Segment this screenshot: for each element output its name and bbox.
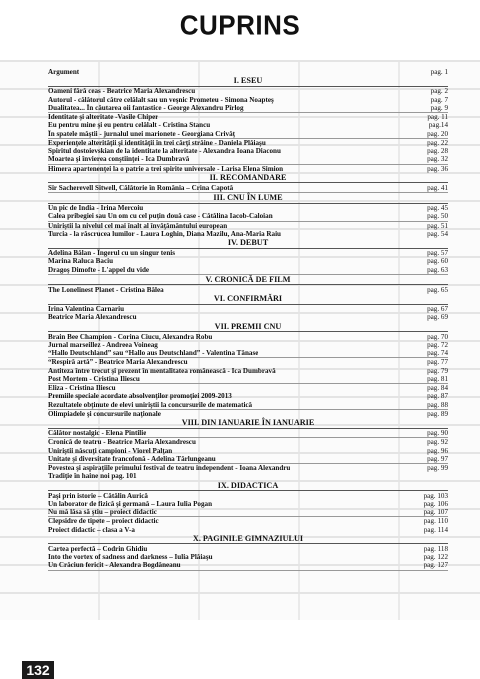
toc-entry-page: pag. 54 [427,229,448,238]
toc-entry-title: Into the vortex of sadness and darkness – Iulia Plăiaşu [48,553,213,561]
toc-entry-page: pag. 110 [423,517,448,526]
toc-entry [48,472,448,480]
toc-entry-title: Brain Bee Champion - Corina Ciucu, Alexandra Robu [48,332,213,341]
toc-entry-page: pag. 1 [430,68,448,76]
toc-entry-title: Argument [48,68,80,76]
toc-entry-page: pag. 87 [427,392,448,401]
section-heading: IV. DEBUT [48,238,448,249]
toc-entry-title: Un pic de India - Irina Mercoiu [48,204,144,212]
page-number-badge: 132 [22,661,54,679]
toc-entry [48,130,448,139]
toc-entry [48,464,448,472]
toc-entry-page: pag. 11 [427,113,448,121]
toc-entry [48,333,448,341]
toc-entry [48,230,448,238]
toc-entry-title: Un Crăciun fericit - Alexandra Bogdăneanu [48,561,181,570]
toc-entry-page: pag. 32 [427,155,448,164]
toc-entry-page: pag. 9 [430,103,448,112]
toc-entry-page: pag. 45 [427,204,448,212]
toc-entry [48,96,448,104]
toc-entry-title: Călător nostalgic - Elena Pintilie [48,429,147,437]
toc-entry [48,121,448,129]
toc-entry-title: Himera apartenenţei la o patrie a trei spirite universale - Larisa Elena Simion [48,164,284,173]
toc-entry-title: Moartea şi învierea conştiinţei - Ica Dumbravă [48,155,190,164]
toc-entry-title: “Hallo Deutschland” sau “Hallo aus Deutschland” - Valentina Tănase [48,349,259,357]
toc-entry-title: Paşi prin istorie – Cătălin Aurică [48,491,148,500]
toc-entry-title: The Lonelinest Planet - Cristina Bălea [48,285,164,294]
section-heading: VI. CONFIRMĂRI [48,294,448,305]
toc-entry-page: pag. 70 [427,332,448,341]
toc-entry-title: Dualitatea... În căutarea oii fantastice - George Alexandru Pîrlog [48,103,244,112]
toc-entry-page: pag. 118 [423,544,448,553]
toc-entry [48,222,448,230]
toc-entry-title: Uniriştii născuţi campioni - Viorel Palţan [48,446,173,455]
toc-entry-page: pag. 97 [427,454,448,463]
toc-entry [48,139,448,147]
toc-entry-title: Identitate şi alteritate -Vasile Chiper [48,113,159,121]
toc-entry [48,500,448,508]
toc-entry-title: Calea pribegiei sau Un om cu cel puţin două case - Cătălina Iacob-Caloian [48,212,273,221]
toc-entry-page: pag. 69 [427,313,448,322]
toc-entry [48,553,448,561]
toc-entry [48,113,448,121]
toc-entry-title: Rezultatele obţinute de elevi uniriştii la concursurile de matematică [48,400,253,409]
toc-entry-title: Eliza - Cristina Iliescu [48,384,116,392]
toc-entry-page: pag. 92 [427,438,448,447]
toc-entry [48,286,448,294]
toc-entry-page: pag. 81 [427,374,448,383]
toc-entry-page: pag. 65 [427,285,448,294]
toc-entry [48,341,448,349]
toc-entry-title: Dragoş Dimofte - L'appel du vide [48,265,150,274]
toc-entry [48,447,448,455]
toc-entry [48,375,448,384]
toc-entry [48,384,448,392]
toc-entry-page: pag. 107 [423,508,448,516]
toc-entry-title: Proiect didactic – clasa a V-a [48,525,135,534]
toc-entry-title: Post Mortem - Cristina Iliescu [48,374,140,383]
toc-entry [48,410,448,418]
toc-entry-title: Oameni fără ceas - Beatrice Maria Alexandrescu [48,87,196,96]
toc-entry-title: Un laborator de fizică şi germană – Laura Iulia Pogan [48,499,213,508]
section-heading: III. CNU ÎN LUME [48,193,448,204]
toc-entry-title: Nu mă lăsa să ştiu – proiect didactic [48,508,157,516]
toc-entry-page: pag. 89 [427,409,448,418]
table-of-contents [48,68,448,571]
toc-entry-page: pag. 114 [423,525,448,534]
toc-entry-page: pag.14 [428,121,448,130]
toc-entry [48,517,448,525]
toc-entry-page: pag. 57 [427,249,448,257]
toc-entry [48,249,448,257]
toc-entry-page: pag. 67 [427,305,448,313]
toc-entry-title: Cartea perfectă – Codrin Ghidiu [48,544,148,553]
toc-entry-page: pag. 22 [427,138,448,147]
toc-entry-title: Olimpiadele şi concursurile naţionale [48,409,161,418]
toc-entry [48,204,448,212]
section-heading: I. ESEU [48,76,448,87]
toc-entry-title: Eu pentru mine şi eu pentru celălalt - Cristina Stancu [48,121,211,130]
toc-entry [48,147,448,155]
toc-entry-title: Turcia - la răscrucea lumilor - Laura Loghin, Diana Mazilu, Ana-Maria Raiu [48,229,281,238]
section-heading: X. PAGINILE GIMNAZIULUI [48,534,448,545]
toc-entry-page: pag. 72 [427,340,448,349]
section-heading: II. RECOMANDARE [48,173,448,184]
toc-entry-page: pag. 96 [427,446,448,455]
toc-entry [48,545,448,553]
toc-entry-title: Uniriştii la nivelul cel mai înalt al învăţământului european [48,221,228,230]
toc-entry [48,492,448,500]
toc-entry [48,438,448,446]
toc-entry-title: Jurnal marseillez - Andreea Voineag [48,340,158,349]
section-heading: V. CRONICĂ DE FILM [48,275,448,286]
toc-entry-page: pag. 122 [423,553,448,561]
toc-entry-page: pag. 103 [423,491,448,500]
toc-entry-page: pag. 79 [427,366,448,375]
toc-entry-title: Spiritul dostoievskian de la identitate la alteritate - Alexandra Ioana Diaconu [48,147,281,155]
toc-entry-page: pag. 106 [423,499,448,508]
toc-entry [48,68,448,76]
toc-entry [48,358,448,366]
toc-entry [48,184,448,193]
toc-entry-page: pag. 127 [423,561,448,570]
toc-entry [48,313,448,321]
toc-entry-page: pag. 41 [427,183,448,192]
toc-entry-title: “Respiră artă” - Beatrice Maria Alexandrescu [48,358,188,367]
toc-entry [48,508,448,517]
toc-entry-title: Beatrice Maria Alexandrescu [48,313,137,322]
toc-entry [48,305,448,313]
toc-entry-title: Clepsidre de tipete – proiect didactic [48,517,159,526]
toc-entry [48,87,448,95]
toc-entry-title: Unitate şi diversitate francofonă - Adelina Târlungeanu [48,454,216,463]
toc-entry-page: pag. 63 [427,265,448,274]
section-heading: VIII. DIN IANUARIE ÎN IANUARIE [48,418,448,429]
toc-entry [48,349,448,358]
toc-entry [48,212,448,221]
toc-entry-title: În spatele măştii - jurnalul unei marionete - Georgiana Crivăţ [48,129,235,138]
toc-entry [48,165,448,173]
toc-entry-title: Premiile speciale acordate absolvenţilor promoţiei 2009-2013 [48,392,232,401]
toc-entry [48,367,448,375]
toc-entry-title: Povestea şi aspiraţiile primului festival de teatru independent - Ioana Alexandru [48,464,291,472]
toc-entry-page: pag. 28 [427,147,448,155]
toc-entry-title: Autorul - călătorul către celălalt sau un veşnic Prometeu - Simona Noapteş [48,95,274,104]
toc-entry-title: Irina Valentina Carnariu [48,305,125,313]
toc-entry-page: pag. 60 [427,257,448,266]
toc-entry-title: Tradiţie în haine noi pag. 101 [48,472,137,481]
toc-entry-page: pag. 88 [427,400,448,409]
toc-entry-page: pag. 36 [427,164,448,173]
page-title: CUPRINS [179,9,301,41]
toc-entry-title: Cronică de teatru - Beatrice Maria Alexandrescu [48,438,196,447]
toc-entry-page: pag. 50 [427,212,448,221]
toc-entry [48,429,448,438]
toc-entry-page: pag. 51 [427,221,448,230]
toc-entry [48,104,448,113]
toc-entry-title: Marina Raluca Baciu [48,257,114,266]
toc-entry-page: pag. 7 [430,95,448,104]
toc-entry-page: pag. 74 [427,349,448,357]
toc-entry-title: Adelina Bălan - Îngerul cu un singur tenis [48,249,175,257]
toc-entry [48,155,448,164]
toc-entry [48,401,448,410]
toc-entry-title: Antiteza între trecut şi prezent în mentalitatea românească - Ica Dumbravă [48,366,276,375]
toc-entry [48,266,448,275]
toc-entry-page: pag. 84 [427,384,448,392]
toc-entry-page: pag. 20 [427,129,448,138]
toc-entry [48,526,448,534]
toc-entry-page: pag. 2 [430,87,448,96]
toc-entry-page: pag. 90 [427,429,448,437]
toc-entry-page: pag. 99 [427,464,448,472]
toc-entry [48,455,448,464]
toc-entry-page: pag. 77 [427,358,448,367]
toc-entry [48,392,448,400]
section-heading: VII. PREMII CNU [48,322,448,333]
toc-entry-title: Experienţele alterităţii şi identităţii în trei cărţi străine - Daniela Plăiaşu [48,138,266,147]
toc-entry [48,561,448,570]
section-heading: IX. DIDACTICA [48,481,448,492]
toc-entry [48,257,448,265]
toc-entry-title: Sir Sacherevell Sitwell, Călătorie în România – Crina Capotă [48,183,234,192]
